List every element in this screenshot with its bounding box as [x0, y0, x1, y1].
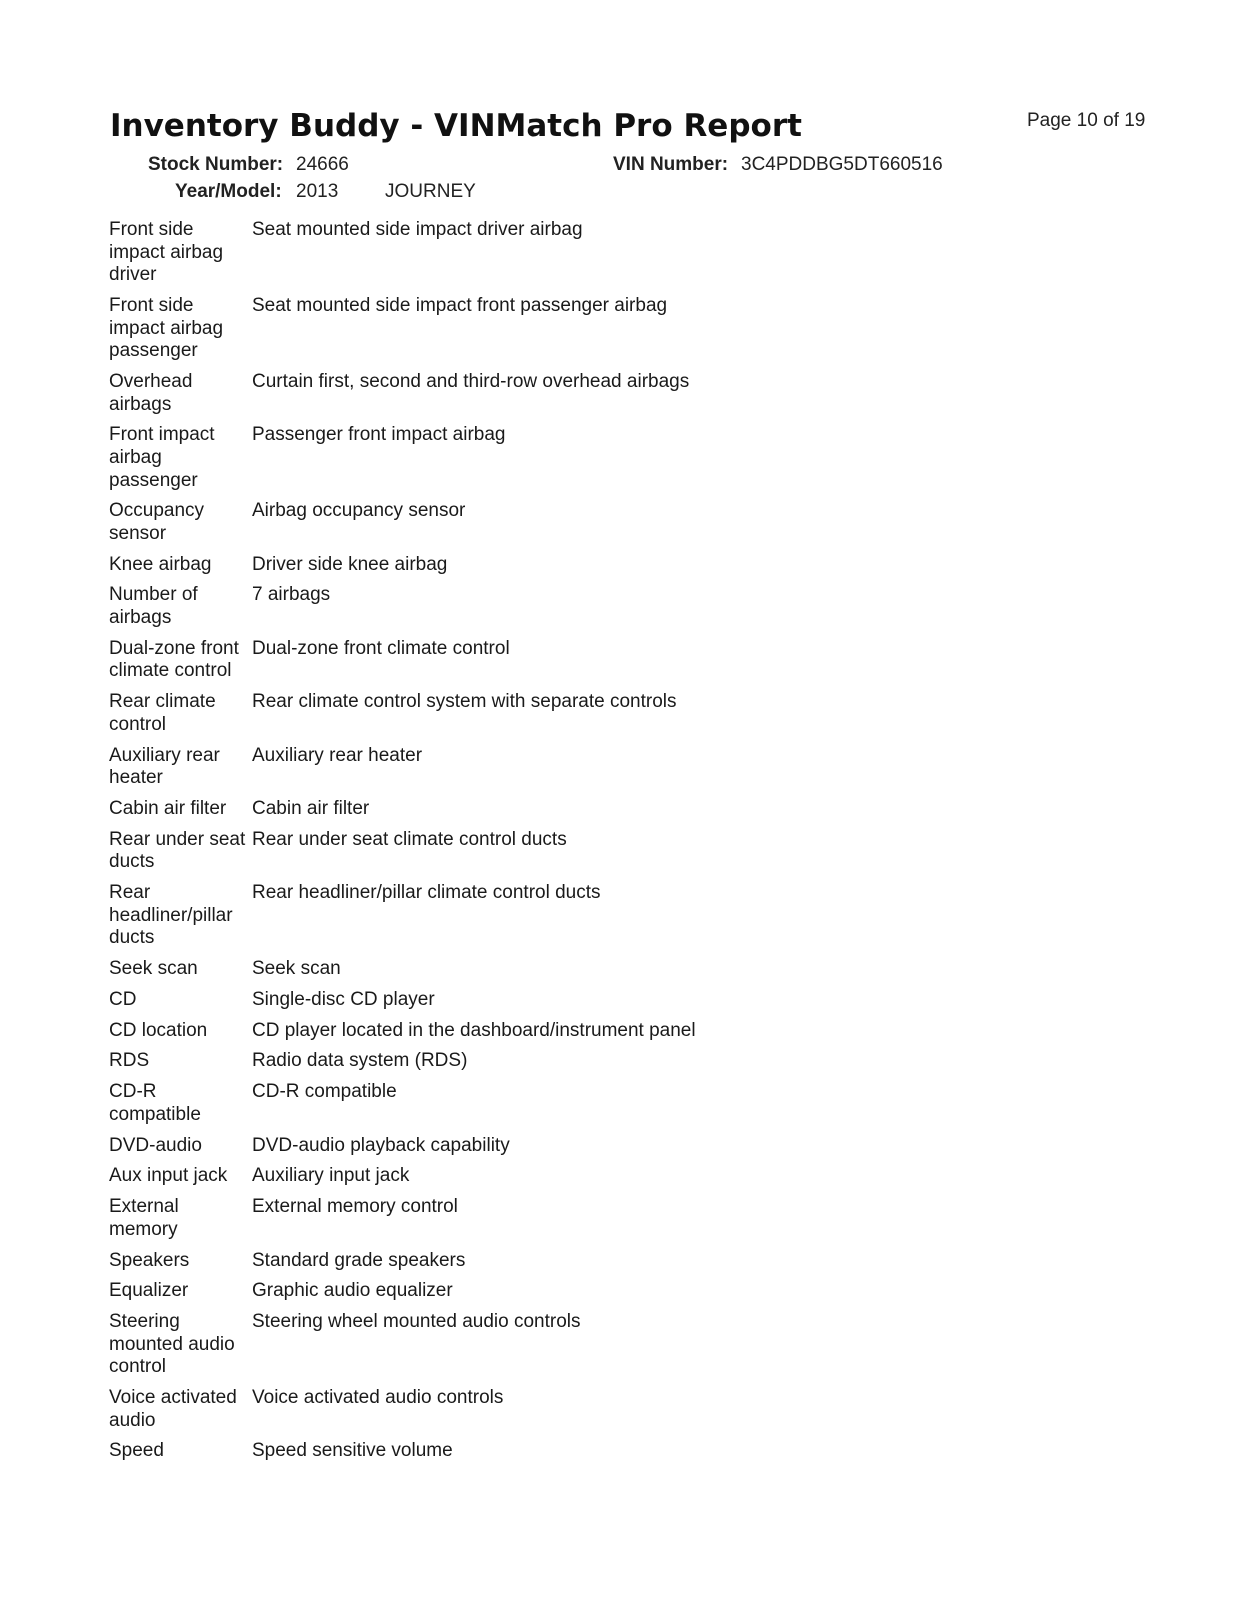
spec-row — [109, 554, 809, 577]
spec-row — [109, 219, 809, 287]
spec-value: Standard grade speakers — [252, 1249, 466, 1271]
spec-label: Occupancy sensor — [109, 500, 205, 544]
spec-label: RDS — [109, 1050, 150, 1072]
spec-value: Dual-zone front climate control — [252, 637, 510, 659]
spec-row — [109, 1311, 809, 1379]
spec-value: Graphic audio equalizer — [252, 1280, 453, 1302]
spec-label: DVD-audio — [109, 1134, 202, 1156]
spec-value: 7 airbags — [252, 584, 331, 606]
spec-row — [109, 295, 809, 363]
spec-value: Auxiliary input jack — [252, 1165, 410, 1187]
spec-value: Rear climate control system with separate controls — [252, 691, 677, 713]
spec-label: Steering mounted audio control — [109, 1311, 235, 1378]
spec-row — [109, 745, 809, 790]
spec-label: Dual-zone front climate control — [109, 637, 239, 682]
spec-row — [109, 1387, 809, 1432]
spec-row — [109, 371, 809, 416]
spec-row — [109, 1135, 809, 1158]
spec-row — [109, 638, 809, 683]
spec-row — [109, 500, 809, 545]
stock-number-value: 24666 — [296, 154, 349, 175]
spec-value: Seat mounted side impact driver airbag — [252, 219, 583, 240]
spec-label: Number of airbags — [109, 584, 198, 629]
spec-label: Cabin air filter — [109, 797, 227, 819]
spec-value: Speed sensitive volume — [252, 1440, 453, 1462]
spec-value: CD-R compatible — [252, 1081, 397, 1103]
spec-value: Curtain first, second and third-row overhead airbags — [252, 370, 690, 392]
vin-number-value: 3C4PDDBG5DT660516 — [741, 154, 943, 175]
spec-label: CD — [109, 988, 137, 1010]
spec-label: Knee airbag — [109, 553, 212, 575]
report-title: Inventory Buddy - VINMatch Pro Report — [110, 108, 802, 144]
stock-number-label: Stock Number: — [148, 154, 284, 175]
spec-value: Single-disc CD player — [252, 988, 435, 1010]
spec-label: Front side impact airbag driver — [109, 219, 224, 286]
spec-value: Seek scan — [252, 958, 341, 980]
spec-value: Airbag occupancy sensor — [252, 500, 466, 522]
spec-label: Rear headliner/pillar ducts — [109, 882, 233, 949]
page-number: Page 10 of 19 — [1027, 110, 1146, 131]
spec-label: Auxiliary rear heater — [109, 744, 220, 789]
spec-list — [109, 219, 809, 1471]
spec-label: Aux input jack — [109, 1165, 228, 1187]
spec-label: Rear under seat ducts — [109, 828, 246, 873]
spec-value: Seat mounted side impact front passenger airbag — [252, 294, 668, 316]
spec-row — [109, 958, 809, 981]
spec-label: Front impact airbag passenger — [109, 424, 215, 491]
spec-value: Auxiliary rear heater — [252, 744, 423, 766]
vin-number-label: VIN Number: — [613, 154, 729, 175]
spec-value: Driver side knee airbag — [252, 553, 448, 575]
spec-row — [109, 1280, 809, 1303]
spec-value: Rear under seat climate control ducts — [252, 828, 567, 850]
spec-row — [109, 691, 809, 736]
spec-label: Speed — [109, 1440, 164, 1462]
spec-row — [109, 1081, 809, 1126]
spec-label: External memory — [109, 1196, 179, 1240]
spec-row — [109, 829, 809, 874]
spec-value: Rear headliner/pillar climate control ducts — [252, 882, 601, 904]
spec-row — [109, 989, 809, 1012]
spec-value: CD player located in the dashboard/instrument panel — [252, 1019, 696, 1041]
spec-row — [109, 584, 809, 629]
spec-row — [109, 798, 809, 821]
model-value: JOURNEY — [385, 181, 476, 202]
spec-row — [109, 1020, 809, 1043]
spec-row — [109, 1250, 809, 1273]
spec-label: Front side impact airbag passenger — [109, 294, 224, 362]
spec-value: Voice activated audio controls — [252, 1387, 504, 1409]
spec-row — [109, 1440, 809, 1463]
spec-value: Passenger front impact airbag — [252, 424, 506, 446]
spec-label: Equalizer — [109, 1280, 189, 1302]
spec-label: Speakers — [109, 1249, 190, 1271]
spec-value: Cabin air filter — [252, 797, 370, 819]
spec-row — [109, 1050, 809, 1073]
spec-value: External memory control — [252, 1196, 458, 1218]
year-value: 2013 — [296, 181, 339, 202]
spec-label: Seek scan — [109, 958, 198, 980]
spec-value: DVD-audio playback capability — [252, 1134, 510, 1156]
spec-row — [109, 1165, 809, 1188]
spec-value: Steering wheel mounted audio controls — [252, 1311, 581, 1333]
spec-label: CD location — [109, 1019, 208, 1041]
spec-label: CD-R compatible — [109, 1081, 201, 1125]
spec-row — [109, 1196, 809, 1241]
spec-row — [109, 424, 809, 492]
year-model-label: Year/Model: — [175, 181, 282, 202]
spec-row — [109, 882, 809, 950]
spec-value: Radio data system (RDS) — [252, 1050, 468, 1072]
spec-label: Voice activated audio — [109, 1387, 237, 1431]
spec-label: Overhead airbags — [109, 370, 193, 415]
spec-label: Rear climate control — [109, 691, 216, 735]
